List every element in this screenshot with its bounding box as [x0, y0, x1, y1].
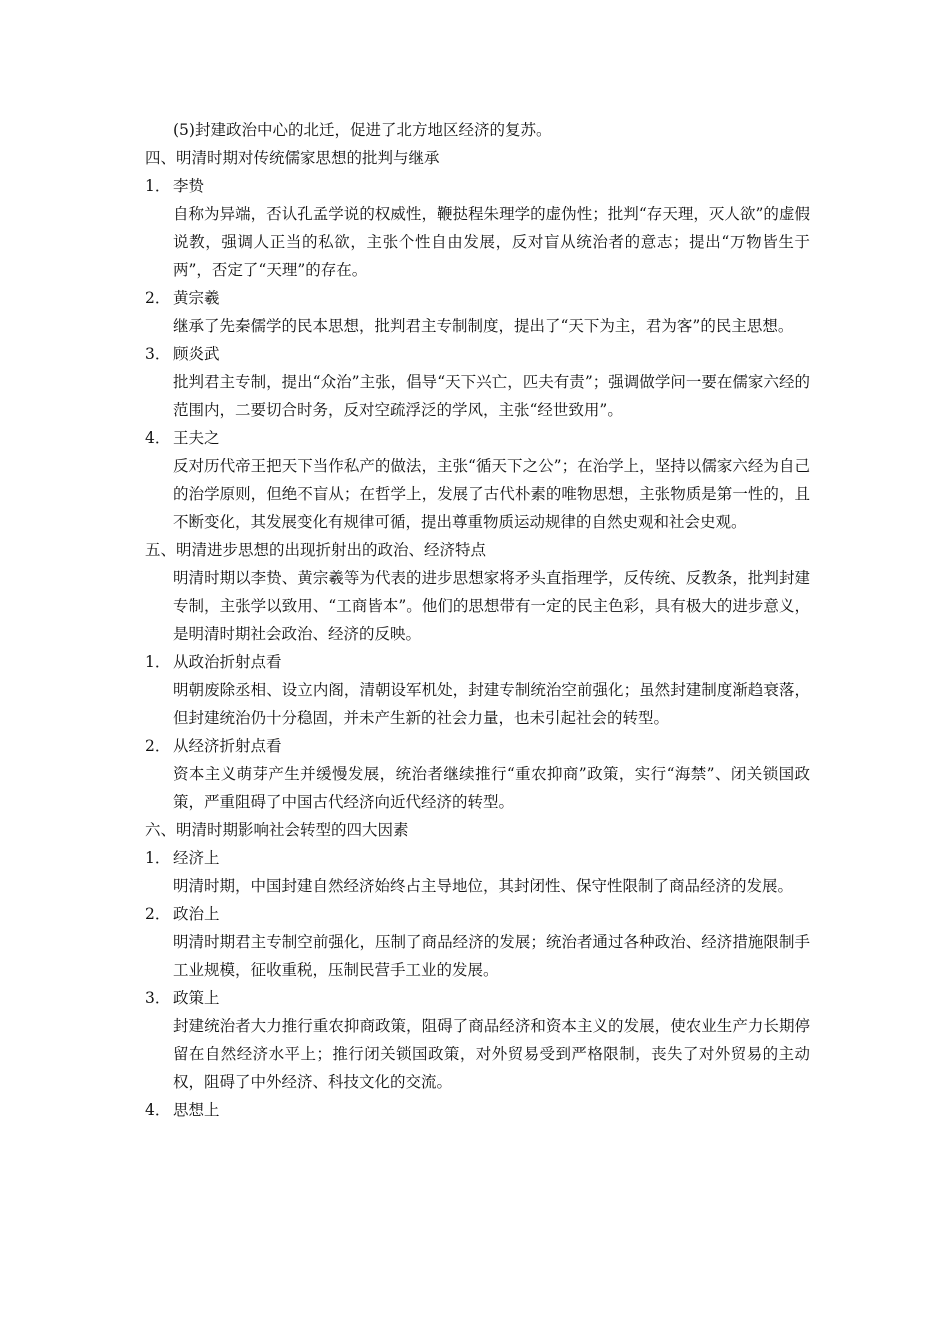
paragraph: 批判君主专制，提出“众治”主张，倡导“天下兴亡，匹夫有责”；强调做学问一要在儒家六经的范围内，二要切合时务，反对空疏浮泛的学风，主张“经世致用”。	[173, 373, 810, 419]
paragraph: 明清时期君主专制空前强化，压制了商品经济的发展；统治者通过各种政治、经济措施限制手工业规模，征收重税，压制民营手工业的发展。	[173, 933, 810, 979]
paragraph: 自称为异端，否认孔孟学说的权威性，鞭挞程朱理学的虚伪性；批判“存天理，灭人欲”的虚假说教，强调人正当的私欲，主张个性自由发展，反对盲从统治者的意志；提出“万物皆生于两”，否定了“天理”的存在。	[173, 205, 810, 279]
subsection-heading	[145, 172, 810, 200]
paragraph: 明朝废除丞相、设立内阁，清朝设军机处，封建专制统治空前强化；虽然封建制度渐趋衰落，但封建统治仍十分稳固，并未产生新的社会力量，也未引起社会的转型。	[173, 681, 810, 727]
document-body	[145, 116, 810, 1124]
subsection-number: 2．	[145, 737, 171, 755]
subsection-heading	[145, 984, 810, 1012]
subsection-title: 从经济折射点看	[173, 737, 282, 755]
subsection-heading	[145, 1096, 810, 1124]
section-heading: 四、明清时期对传统儒家思想的批判与继承	[145, 149, 440, 167]
subsection-title: 经济上	[173, 849, 220, 867]
subsection-heading	[145, 844, 810, 872]
subsection-number: 4．	[145, 1101, 171, 1119]
subsection-number: 3．	[145, 989, 171, 1007]
subsection-heading	[145, 900, 810, 928]
section-heading: 六、明清时期影响社会转型的四大因素	[145, 821, 409, 839]
subsection-heading	[145, 424, 810, 452]
subsection-title: 政策上	[173, 989, 220, 1007]
subsection-title: 政治上	[173, 905, 220, 923]
paragraph: 反对历代帝王把天下当作私产的做法，主张“循天下之公”；在治学上，坚持以儒家六经为自己的治学原则，但绝不盲从；在哲学上，发展了古代朴素的唯物思想，主张物质是第一性的，且不断变化，其发展变化有规律可循，提出尊重物质运动规律的自然史观和社会史观。	[173, 457, 810, 531]
subsection-number: 3．	[145, 345, 171, 363]
subsection-number: 1．	[145, 177, 171, 195]
subsection-number: 2．	[145, 905, 171, 923]
list-item: (5)封建政治中心的北迁，促进了北方地区经济的复苏。	[173, 121, 552, 139]
paragraph: 封建统治者大力推行重农抑商政策，阻碍了商品经济和资本主义的发展，使农业生产力长期停留在自然经济水平上；推行闭关锁国政策，对外贸易受到严格限制，丧失了对外贸易的主动权，阻碍了中外经济、科技文化的交流。	[173, 1017, 810, 1091]
subsection-heading	[145, 648, 810, 676]
subsection-title: 顾炎武	[173, 345, 220, 363]
subsection-heading	[145, 284, 810, 312]
subsection-heading	[145, 340, 810, 368]
subsection-title: 从政治折射点看	[173, 653, 282, 671]
subsection-number: 4．	[145, 429, 171, 447]
subsection-heading	[145, 732, 810, 760]
subsection-number: 1．	[145, 653, 171, 671]
subsection-title: 黄宗羲	[173, 289, 220, 307]
subsection-number: 1．	[145, 849, 171, 867]
section-heading: 五、明清进步思想的出现折射出的政治、经济特点	[145, 541, 487, 559]
subsection-title: 王夫之	[173, 429, 220, 447]
subsection-title: 思想上	[173, 1101, 220, 1119]
paragraph: 明清时期，中国封建自然经济始终占主导地位，其封闭性、保守性限制了商品经济的发展。	[173, 877, 794, 895]
paragraph: 继承了先秦儒学的民本思想，批判君主专制制度，提出了“天下为主，君为客”的民主思想。	[173, 317, 794, 335]
subsection-title: 李贽	[173, 177, 205, 195]
paragraph: 资本主义萌芽产生并缓慢发展，统治者继续推行“重农抑商”政策，实行“海禁”、闭关锁国政策，严重阻碍了中国古代经济向近代经济的转型。	[173, 765, 810, 811]
paragraph: 明清时期以李贽、黄宗羲等为代表的进步思想家将矛头直指理学，反传统、反教条，批判封建专制，主张学以致用、“工商皆本”。他们的思想带有一定的民主色彩，具有极大的进步意义，是明清时期社会政治、经济的反映。	[173, 569, 810, 643]
subsection-number: 2．	[145, 289, 171, 307]
